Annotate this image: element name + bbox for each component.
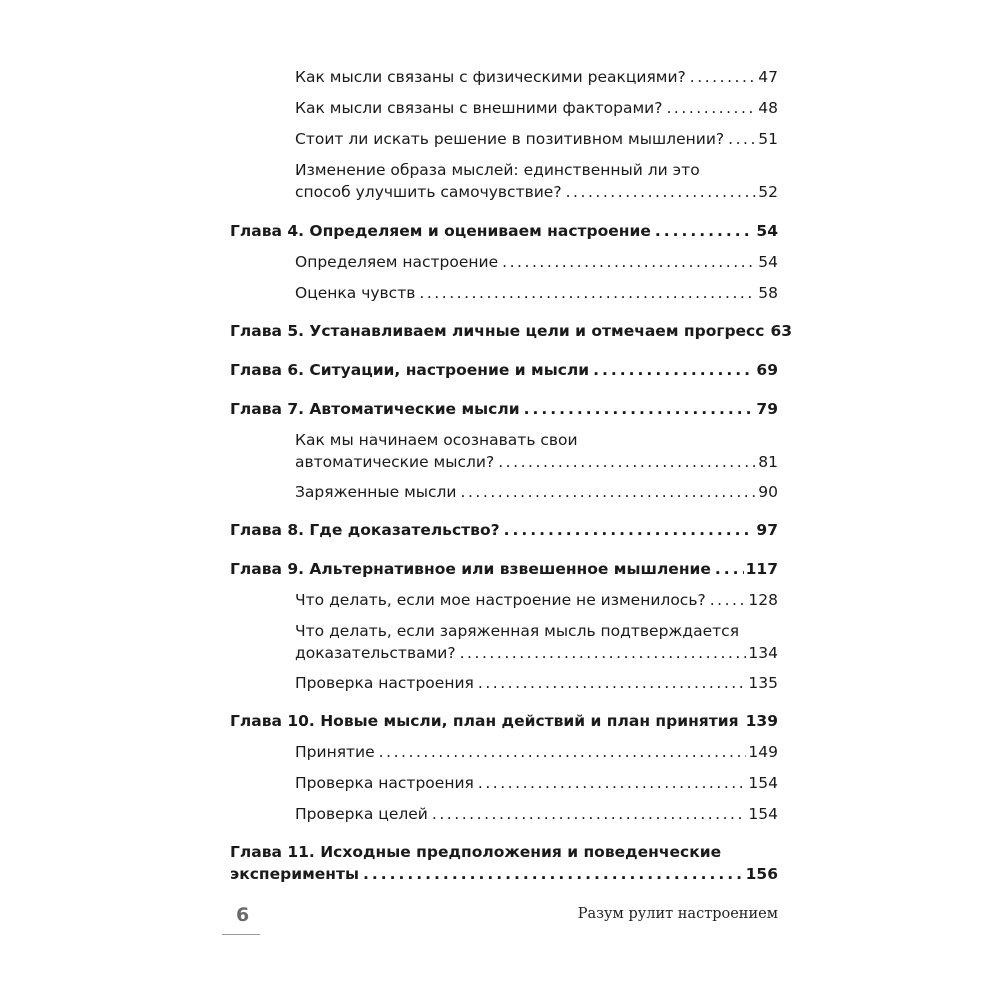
leader-dots: [655, 220, 755, 242]
leader-dots: [715, 558, 744, 580]
toc-entry-page: 54: [758, 253, 778, 271]
toc-chapter-title: Глава 9. Альтернативное или взвешенное мышление: [230, 560, 711, 578]
toc-entry-page: 51: [758, 130, 778, 148]
toc-chapter-title: Глава 7. Автоматические мысли: [230, 400, 520, 418]
leader-dots: [566, 181, 757, 203]
toc-entry-page: 58: [758, 284, 778, 302]
running-title: Разум рулит настроением: [577, 906, 778, 922]
toc-entry[interactable]: [295, 66, 778, 88]
leader-dots: [593, 359, 754, 381]
toc-entry-title-line: Изменение образа мыслей: единственный ли это: [295, 161, 700, 179]
toc-chapter-page: 69: [756, 361, 778, 379]
toc-chapter-title: Глава 5. Устанавливаем личные цели и отмечаем прогресс: [230, 322, 765, 340]
toc-entry-page: 135: [748, 674, 778, 692]
toc-chapter-title: Глава 10. Новые мысли, план действий и план принятия: [230, 712, 739, 730]
leader-dots: [478, 772, 747, 794]
toc-entry-title: Как мысли связаны с внешними факторами?: [295, 99, 663, 117]
toc-entry-title: доказательствами?: [295, 644, 456, 662]
toc-entry-title-line: Что делать, если заряженная мысль подтверждается: [295, 622, 740, 640]
toc-entry[interactable]: [295, 251, 778, 273]
footer-rule: [222, 934, 260, 935]
toc-entry-page: 149: [748, 743, 778, 761]
toc-entry-title: способ улучшить самочувствие?: [295, 183, 562, 201]
toc-chapter-page: 79: [756, 400, 778, 418]
toc-entry-title: Определяем настроение: [295, 253, 499, 271]
toc-chapter-title-line: Глава 11. Исходные предположения и поведенческие: [230, 843, 722, 861]
toc-entry-title: Что делать, если мое настроение не изменилось?: [295, 591, 706, 609]
leader-dots: [498, 451, 756, 473]
toc-chapter-page: 117: [745, 560, 778, 578]
toc-entry-page: 134: [748, 644, 778, 662]
leader-dots: [419, 282, 756, 304]
toc-chapter-page: 97: [756, 521, 778, 539]
toc-chapter-title: эксперименты: [230, 865, 359, 883]
toc-entry-page: 47: [758, 68, 778, 86]
toc-chapter[interactable]: [230, 558, 778, 580]
leader-dots: [524, 398, 755, 420]
toc-entry[interactable]: [295, 481, 778, 503]
toc-entry[interactable]: [295, 672, 778, 694]
toc-chapter-page: 63: [770, 322, 793, 340]
toc-entry[interactable]: [295, 97, 778, 119]
toc-chapter[interactable]: [230, 841, 778, 885]
toc-entry-page: 48: [758, 99, 778, 117]
toc-entry-page: 128: [748, 591, 778, 609]
toc-entry-title: Как мысли связаны с физическими реакциями?: [295, 68, 686, 86]
leader-dots: [728, 128, 756, 150]
toc-chapter[interactable]: [230, 220, 778, 242]
leader-dots: [460, 642, 747, 664]
leader-dots: [666, 97, 756, 119]
toc-entry-title: Стоит ли искать решение в позитивном мышлении?: [295, 130, 725, 148]
toc-entry-title: Проверка настроения: [295, 674, 474, 692]
toc-entry[interactable]: [295, 803, 778, 825]
page-number: 6: [236, 904, 250, 926]
toc-entry-title: автоматические мысли?: [295, 453, 495, 471]
leader-dots: [502, 251, 756, 273]
leader-dots: [379, 741, 747, 763]
leader-dots: [461, 481, 757, 503]
toc-entry-page: 52: [758, 183, 778, 201]
toc-chapter[interactable]: [230, 519, 778, 541]
toc-entry-title: Проверка целей: [295, 805, 428, 823]
toc-entry[interactable]: [295, 159, 778, 203]
toc-entry-title: Заряженные мысли: [295, 483, 457, 501]
toc-entry[interactable]: [295, 589, 778, 611]
toc-entry-title: Оценка чувств: [295, 284, 416, 302]
toc-chapter[interactable]: [230, 710, 778, 732]
toc-entry[interactable]: [295, 429, 778, 473]
leader-dots: [710, 589, 747, 611]
toc-chapter-title: Глава 4. Определяем и оцениваем настроение: [230, 222, 651, 240]
toc-chapter-page: 139: [745, 712, 778, 730]
toc-chapter-title: Глава 8. Где доказательство?: [230, 521, 500, 539]
toc-entry-page: 154: [748, 774, 778, 792]
leader-dots: [432, 803, 747, 825]
toc-entry[interactable]: [295, 282, 778, 304]
toc-entry-title-line: Как мы начинаем осознавать свои: [295, 431, 578, 449]
toc-entry-title: Принятие: [295, 743, 375, 761]
toc-chapter[interactable]: [230, 320, 793, 342]
toc-entry-page: 154: [748, 805, 778, 823]
toc-chapter-title: Глава 6. Ситуации, настроение и мысли: [230, 361, 590, 379]
toc-chapter-page: 156: [745, 865, 778, 883]
toc-chapter[interactable]: [230, 398, 778, 420]
toc-chapter-page: 54: [756, 222, 778, 240]
toc-entry-page: 81: [758, 453, 778, 471]
leader-dots: [690, 66, 756, 88]
toc-entry[interactable]: [295, 128, 778, 150]
leader-dots: [478, 672, 747, 694]
toc-entry[interactable]: [295, 741, 778, 763]
toc-entry-page: 90: [758, 483, 778, 501]
toc-entry-title: Проверка настроения: [295, 774, 474, 792]
toc-chapter[interactable]: [230, 359, 778, 381]
leader-dots: [363, 863, 744, 885]
toc-entry[interactable]: [295, 772, 778, 794]
toc-entry[interactable]: [295, 620, 778, 664]
leader-dots: [504, 519, 755, 541]
